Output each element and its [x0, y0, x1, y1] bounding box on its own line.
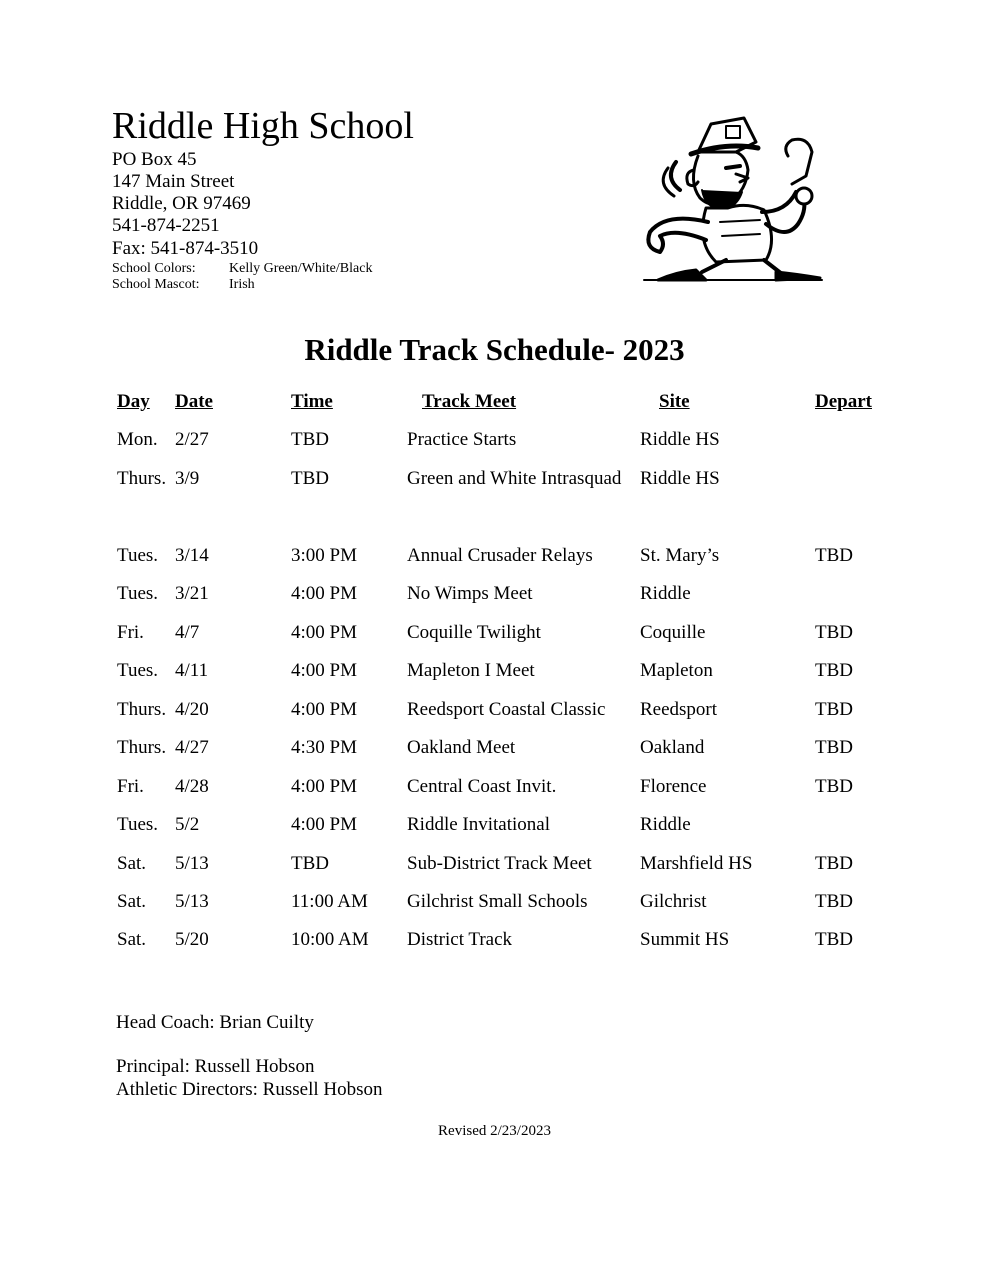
row-depart: TBD — [815, 660, 853, 681]
address-city: Riddle, OR 97469 — [112, 193, 251, 214]
row-site: Riddle — [640, 814, 691, 835]
row-day: Sat. — [117, 853, 147, 874]
phone: 541-874-2251 — [112, 215, 220, 236]
row-date: 3/9 — [175, 468, 200, 489]
row-meet: Annual Crusader Relays — [407, 545, 593, 566]
row-site: Riddle — [640, 583, 691, 604]
row-date: 4/20 — [175, 699, 209, 720]
row-meet: District Track — [407, 929, 513, 950]
row-date: 4/28 — [175, 776, 209, 797]
row-depart: TBD — [815, 776, 853, 797]
row-date: 3/21 — [175, 583, 209, 604]
colors-value: Kelly Green/White/Black — [229, 261, 373, 276]
row-date: 3/14 — [175, 545, 209, 566]
row-depart: TBD — [815, 737, 853, 758]
row-site: Riddle HS — [640, 468, 720, 489]
row-day: Fri. — [117, 776, 144, 797]
row-meet: Practice Starts — [407, 429, 517, 450]
row-time: 4:00 PM — [291, 814, 357, 835]
row-meet: Mapleton I Meet — [407, 660, 535, 681]
row-site: Marshfield HS — [640, 853, 753, 874]
row-date: 5/20 — [175, 929, 209, 950]
row-depart: TBD — [815, 891, 853, 912]
athletic-directors: Athletic Directors: Russell Hobson — [116, 1079, 383, 1100]
header-track-meet: Track Meet — [422, 391, 517, 412]
row-day: Tues. — [117, 660, 159, 681]
row-site: St. Mary’s — [640, 545, 720, 566]
leprechaun-fighter-icon — [636, 112, 826, 292]
row-meet: Central Coast Invit. — [407, 776, 557, 797]
header-site: Site — [659, 391, 690, 412]
fax: Fax: 541-874-3510 — [112, 238, 259, 259]
row-site: Summit HS — [640, 929, 730, 950]
head-coach: Head Coach: Brian Cuilty — [116, 1012, 314, 1033]
schedule-title: Riddle Track Schedule- 2023 — [304, 332, 685, 367]
row-time: 4:00 PM — [291, 660, 357, 681]
revised-date: Revised 2/23/2023 — [438, 1123, 551, 1139]
school-name: Riddle High School — [112, 105, 414, 147]
row-meet: Sub-District Track Meet — [407, 853, 592, 874]
row-site: Riddle HS — [640, 429, 720, 450]
row-site: Oakland — [640, 737, 705, 758]
row-site: Gilchrist — [640, 891, 707, 912]
row-day: Thurs. — [117, 699, 167, 720]
row-time: 4:30 PM — [291, 737, 357, 758]
row-time: TBD — [291, 429, 329, 450]
row-meet: Gilchrist Small Schools — [407, 891, 588, 912]
row-depart: TBD — [815, 622, 853, 643]
address-po-box: PO Box 45 — [112, 149, 197, 170]
row-day: Fri. — [117, 622, 144, 643]
row-day: Sat. — [117, 929, 147, 950]
row-depart: TBD — [815, 545, 853, 566]
address-street: 147 Main Street — [112, 171, 235, 192]
row-site: Mapleton — [640, 660, 713, 681]
row-meet: Coquille Twilight — [407, 622, 541, 643]
mascot-value: Irish — [229, 277, 255, 292]
row-meet: Oakland Meet — [407, 737, 516, 758]
row-date: 4/27 — [175, 737, 209, 758]
row-time: 4:00 PM — [291, 622, 357, 643]
row-time: 4:00 PM — [291, 776, 357, 797]
header-day: Day — [117, 391, 150, 412]
row-date: 5/13 — [175, 891, 209, 912]
row-day: Tues. — [117, 814, 159, 835]
row-meet: No Wimps Meet — [407, 583, 533, 604]
row-date: 5/13 — [175, 853, 209, 874]
header-time: Time — [291, 391, 333, 412]
row-day: Thurs. — [117, 468, 167, 489]
row-site: Florence — [640, 776, 707, 797]
row-time: 4:00 PM — [291, 583, 357, 604]
principal: Principal: Russell Hobson — [116, 1056, 315, 1077]
row-date: 2/27 — [175, 429, 209, 450]
colors-label: School Colors: — [112, 261, 196, 276]
row-depart: TBD — [815, 699, 853, 720]
row-depart: TBD — [815, 853, 853, 874]
row-date: 5/2 — [175, 814, 200, 835]
row-time: TBD — [291, 853, 329, 874]
row-day: Thurs. — [117, 737, 167, 758]
row-site: Coquille — [640, 622, 706, 643]
header-depart: Depart — [815, 391, 872, 412]
mascot-label: School Mascot: — [112, 277, 200, 292]
row-time: 10:00 AM — [291, 929, 369, 950]
row-time: 4:00 PM — [291, 699, 357, 720]
row-day: Sat. — [117, 891, 147, 912]
row-meet: Reedsport Coastal Classic — [407, 699, 606, 720]
row-time: TBD — [291, 468, 329, 489]
header-date: Date — [175, 391, 213, 412]
row-day: Tues. — [117, 583, 159, 604]
row-time: 11:00 AM — [291, 891, 368, 912]
row-meet: Green and White Intrasquad — [407, 468, 622, 489]
row-depart: TBD — [815, 929, 853, 950]
row-time: 3:00 PM — [291, 545, 357, 566]
row-date: 4/7 — [175, 622, 200, 643]
row-date: 4/11 — [175, 660, 209, 681]
row-day: Tues. — [117, 545, 159, 566]
row-site: Reedsport — [640, 699, 718, 720]
row-day: Mon. — [117, 429, 158, 450]
row-meet: Riddle Invitational — [407, 814, 551, 835]
